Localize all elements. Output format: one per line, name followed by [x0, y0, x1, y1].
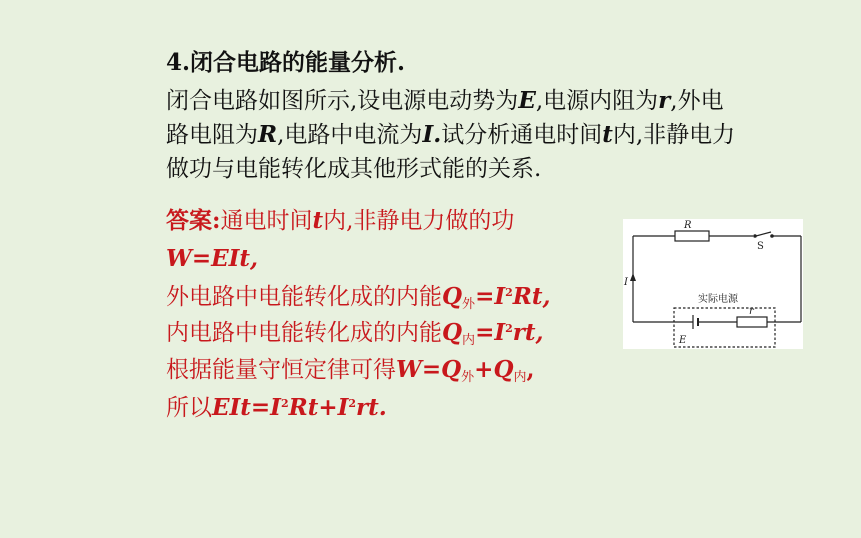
- answer-line-2: W=EIt,: [166, 245, 259, 272]
- question-line-3: 做功与电能转化成其他形式能的关系.: [166, 156, 542, 182]
- current-arrow-icon: [630, 273, 636, 281]
- answer-line-5: 根据能量守恒定律可得$W=Q_外+Q_内$,: [166, 356, 535, 385]
- answer-line-1: 答案:通电时间t内,非静电力做的功: [166, 207, 515, 234]
- label-E: E: [679, 335, 687, 346]
- label-source: 实际电源: [698, 294, 738, 305]
- label-r: r: [749, 306, 754, 317]
- resistor-r: [737, 317, 767, 327]
- circuit-diagram: [623, 219, 803, 349]
- circuit-svg: [623, 219, 803, 349]
- label-I: I: [624, 277, 628, 288]
- label-S: S: [757, 241, 764, 252]
- answer-line-3: 外电路中电能转化成的内能$Q_外=I^2Rt$,: [166, 283, 551, 312]
- question-title: 4.闭合电路的能量分析.: [166, 49, 406, 76]
- answer-line-4: 内电路中电能转化成的内能$Q_内=I^2rt$,: [166, 319, 544, 348]
- label-R: R: [684, 220, 692, 231]
- question-line-1: 闭合电路如图所示,设电源电动势为E,电源内阻为r,外电: [166, 87, 724, 114]
- question-line-2: 路电阻为R,电路中电流为I.试分析通电时间t内,非静电力: [166, 121, 736, 148]
- resistor-R: [675, 231, 709, 241]
- answer-line-6: 所以$EIt=I^2Rt+I^2rt$.: [166, 394, 387, 421]
- switch-contact-right: [770, 234, 774, 238]
- switch-contact-left: [753, 234, 757, 238]
- switch-blade: [756, 232, 771, 236]
